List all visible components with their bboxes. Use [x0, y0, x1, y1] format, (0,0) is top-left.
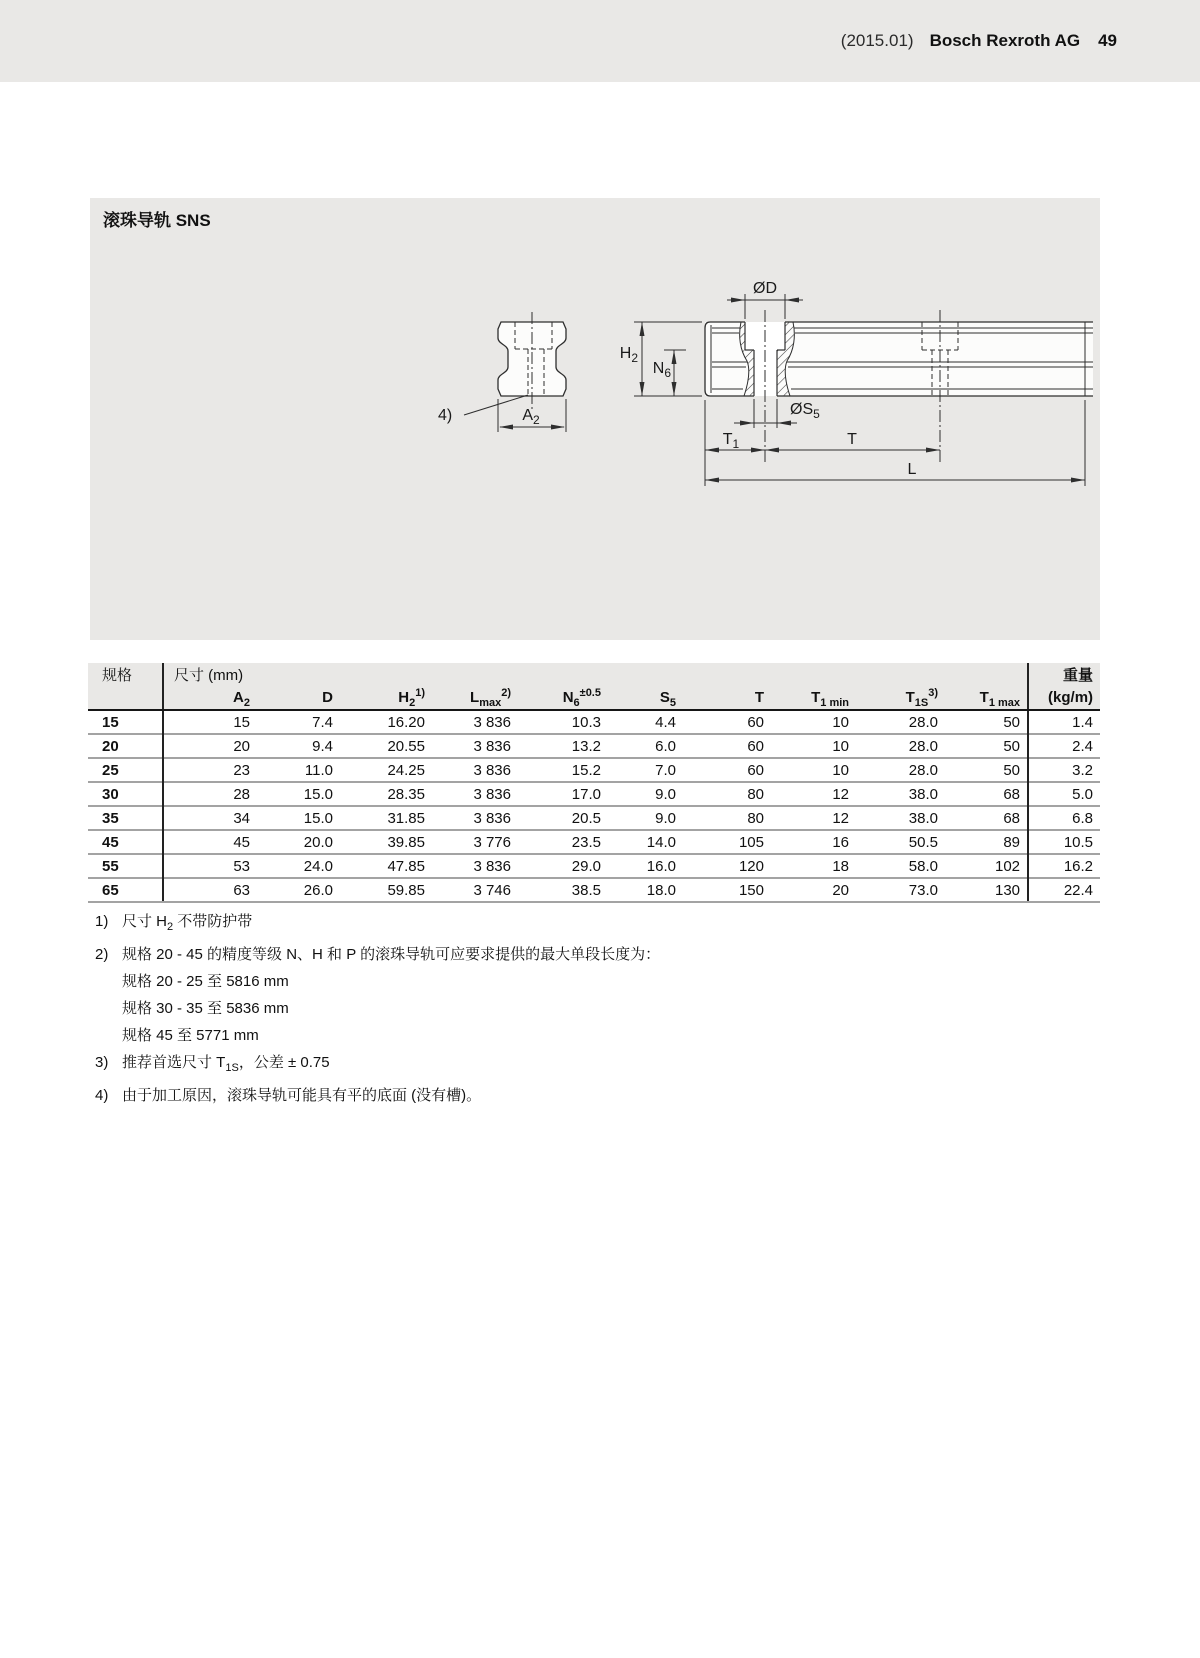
row-size: 65 — [88, 878, 163, 902]
cell-weight: 1.4 — [1028, 710, 1100, 734]
cell-t1min: 10 — [771, 758, 856, 782]
table-body — [88, 710, 1100, 902]
col-weight-header: 重量 — [1028, 663, 1100, 685]
cell-t1max: 130 — [945, 878, 1028, 902]
cell-s5: 7.0 — [608, 758, 683, 782]
cell-t1min: 18 — [771, 854, 856, 878]
col-t1min: $T_{1 min}$ — [771, 685, 856, 710]
cell-lmax: 3 746 — [432, 878, 518, 902]
cell-n6: 23.5 — [518, 830, 608, 854]
cell-h2: 20.55 — [340, 734, 432, 758]
cell-t1min: 12 — [771, 806, 856, 830]
cell-d: 9.4 — [257, 734, 340, 758]
dimensions-table — [88, 663, 1100, 903]
page-number: 49 — [1098, 31, 1117, 50]
cell-h2: 24.25 — [340, 758, 432, 782]
dim-t-label: T — [847, 431, 857, 448]
cell-t: 60 — [683, 758, 771, 782]
cell-d: 15.0 — [257, 782, 340, 806]
cell-n6: 10.3 — [571, 713, 601, 731]
edition-date: (2015.01) — [840, 31, 914, 50]
row-size: 20 — [88, 734, 163, 758]
cell-s5: 4.4 — [655, 713, 676, 731]
cell-lmax: 3 836 — [432, 854, 518, 878]
cell-t1max: 50 — [945, 758, 1028, 782]
cell-n6: 38.5 — [518, 878, 608, 902]
cell-t: 60 — [683, 734, 771, 758]
table-header-row-2 — [88, 685, 1100, 710]
footnote-number: 1) — [95, 913, 109, 930]
cell-t1max: 68 — [945, 782, 1028, 806]
footnote-2-line-2: 规格 20 - 25 至 5816 mm — [122, 973, 289, 990]
cell-lmax: 3 776 — [432, 830, 518, 854]
cell-n6: 17.0 — [518, 782, 608, 806]
footnote-text: 由于加工原因，滚珠导轨可能具有平的底面 (没有槽)。 — [122, 1087, 482, 1104]
cell-t1max: 50 — [1003, 713, 1021, 731]
cell-a2: 34 — [163, 806, 257, 830]
company-name: Bosch Rexroth AG — [929, 31, 1081, 50]
cell-t1min: 20 — [771, 878, 856, 902]
table-row — [88, 782, 1100, 806]
cell-s5: 16.0 — [608, 854, 683, 878]
cell-t: 80 — [683, 782, 771, 806]
cell-t1max: 89 — [945, 830, 1028, 854]
cell-a2: 23 — [163, 758, 257, 782]
cell-t1max: 102 — [945, 854, 1028, 878]
row-size: 35 — [88, 806, 163, 830]
cell-lmax: 3 836 — [432, 806, 518, 830]
row-size: 25 — [88, 758, 163, 782]
row-size: 15 — [88, 710, 163, 734]
cell-h2: 31.85 — [340, 806, 432, 830]
cell-t1max: 50 — [945, 734, 1028, 758]
cell-h2: 39.85 — [340, 830, 432, 854]
cell-s5: 6.0 — [608, 734, 683, 758]
col-d: D — [257, 685, 340, 710]
cell-lmax: 3 836 — [432, 782, 518, 806]
footnote-number: 3) — [95, 1054, 109, 1071]
footnote-2 — [95, 941, 1025, 1049]
table-row — [88, 878, 1100, 902]
cell-a2: 20 — [163, 734, 257, 758]
col-h2: $H_2^{1)}$ — [340, 685, 432, 710]
cell-s5: 9.0 — [608, 782, 683, 806]
cell-d: 24.0 — [257, 854, 340, 878]
footnote-number: 2) — [95, 946, 109, 963]
cell-t1min: 16 — [771, 830, 856, 854]
a2-dimension — [464, 395, 566, 432]
cell-n6: 29.0 — [518, 854, 608, 878]
cell-h2: 47.85 — [340, 854, 432, 878]
cell-t: 80 — [683, 806, 771, 830]
cell-a2: 63 — [163, 878, 257, 902]
footnote-leader-line — [464, 395, 528, 415]
table-header — [88, 663, 1100, 710]
cell-a2: 15 — [233, 713, 250, 731]
cell-t1min: 10 — [771, 734, 856, 758]
cell-s5: 14.0 — [608, 830, 683, 854]
cell-t1max: 68 — [945, 806, 1028, 830]
cell-s5: 9.0 — [608, 806, 683, 830]
cell-h2: 28.35 — [340, 782, 432, 806]
side-view — [705, 310, 1093, 463]
dim-s5-label: $ØS_5$ — [790, 401, 820, 421]
cell-weight: 2.4 — [1028, 734, 1100, 758]
cell-d: 11.0 — [257, 758, 340, 782]
technical-drawing — [90, 198, 1100, 640]
cell-t1s: 38.0 — [856, 806, 945, 830]
dim-n6-label: $N_6$ — [652, 360, 671, 380]
cell-d: 7.4 — [312, 713, 333, 731]
cell-d: 15.0 — [257, 806, 340, 830]
cell-weight: 16.2 — [1028, 854, 1100, 878]
cell-t1min: 12 — [771, 782, 856, 806]
page-header — [0, 0, 1200, 82]
row-size: 45 — [88, 830, 163, 854]
table-row — [88, 758, 1100, 782]
cell-a2: 28 — [163, 782, 257, 806]
cell-d: 20.0 — [257, 830, 340, 854]
dim-t1-label: $T_1$ — [722, 431, 740, 451]
cross-section-view — [464, 312, 566, 432]
dim-h2-label: $H_2$ — [619, 345, 638, 365]
row-size: 55 — [88, 854, 163, 878]
table-row — [88, 734, 1100, 758]
footnote-text — [122, 941, 660, 1049]
cell-t1s: 73.0 — [856, 878, 945, 902]
dim-d-label: ØD — [753, 280, 777, 297]
footnote-2-line-1: 规格 20 - 45 的精度等级 N、H 和 P 的滚珠导轨可应要求提供的最大单段长度为： — [122, 946, 661, 963]
dims-unit-header: 尺寸 (mm) — [174, 666, 244, 684]
cell-weight: 22.4 — [1028, 878, 1100, 902]
cell-lmax: 3 836 — [432, 734, 518, 758]
footnote-2-line-3: 规格 30 - 35 至 5836 mm — [122, 1000, 289, 1017]
footnotes — [95, 908, 1025, 1109]
cell-t1min: 10 — [832, 713, 849, 731]
col-n6: $N_6^{\pm 0.5}$ — [518, 685, 608, 710]
cell-weight: 5.0 — [1028, 782, 1100, 806]
cell-t: 105 — [683, 830, 771, 854]
cell-t1s: 28.0 — [856, 734, 945, 758]
footnote-ref-label: 4) — [438, 407, 453, 424]
table-row — [88, 830, 1100, 854]
cell-d: 26.0 — [257, 878, 340, 902]
col-lmax: $L_{max}^{2)}$ — [432, 685, 518, 710]
table-header-row-1 — [88, 663, 1100, 685]
col-weight-unit: (kg/m) — [1028, 685, 1100, 710]
dim-a2-label: $A_2$ — [522, 407, 540, 427]
cell-a2: 45 — [163, 830, 257, 854]
cell-n6: 20.5 — [518, 806, 608, 830]
table-row — [88, 710, 1100, 734]
footnote-text: 推荐首选尺寸 $T_{1S}$，公差 ± 0.75 — [122, 1054, 330, 1074]
cell-t: 150 — [683, 878, 771, 902]
col-t1max: $T_{1 max}$ — [945, 685, 1028, 710]
cell-lmax: 3 836 — [473, 713, 511, 731]
cell-t1s: 50.5 — [856, 830, 945, 854]
drawing-section — [90, 198, 1100, 640]
dim-l-label: L — [907, 461, 917, 478]
row-size: 30 — [88, 782, 163, 806]
cell-t1s: 28.0 — [908, 713, 938, 731]
cell-lmax: 3 836 — [432, 758, 518, 782]
cell-t: 60 — [747, 713, 764, 731]
col-size-spacer — [88, 685, 163, 710]
col-a2: $A_2$ — [163, 685, 257, 710]
footnote-3 — [95, 1049, 1025, 1082]
cell-weight: 6.8 — [1028, 806, 1100, 830]
cell-h2: 16.20 — [387, 713, 425, 731]
cell-t1s: 28.0 — [856, 758, 945, 782]
col-t1s: $T_{1S}^{3)}$ — [856, 685, 945, 710]
footnote-number: 4) — [95, 1087, 109, 1104]
cell-n6: 15.2 — [518, 758, 608, 782]
cell-t: 120 — [683, 854, 771, 878]
footnote-1 — [95, 908, 1025, 941]
cell-weight: 3.2 — [1028, 758, 1100, 782]
footnote-text: 尺寸 $H_2$ 不带防护带 — [122, 913, 253, 933]
cell-t1s: 58.0 — [856, 854, 945, 878]
cell-h2: 59.85 — [340, 878, 432, 902]
table-row — [88, 854, 1100, 878]
col-size-header: 规格 — [88, 663, 163, 685]
section-title: 滚珠导轨 SNS — [103, 211, 211, 230]
table-row — [88, 806, 1100, 830]
cell-a2: 53 — [163, 854, 257, 878]
cell-weight: 10.5 — [1028, 830, 1100, 854]
cell-s5: 18.0 — [608, 878, 683, 902]
cell-t1s: 38.0 — [856, 782, 945, 806]
cell-n6: 13.2 — [518, 734, 608, 758]
footnote-4 — [95, 1082, 1025, 1109]
footnote-2-line-4: 规格 45 至 5771 mm — [122, 1027, 259, 1044]
col-s5: $S_5$ — [608, 685, 683, 710]
col-t: T — [683, 685, 771, 710]
